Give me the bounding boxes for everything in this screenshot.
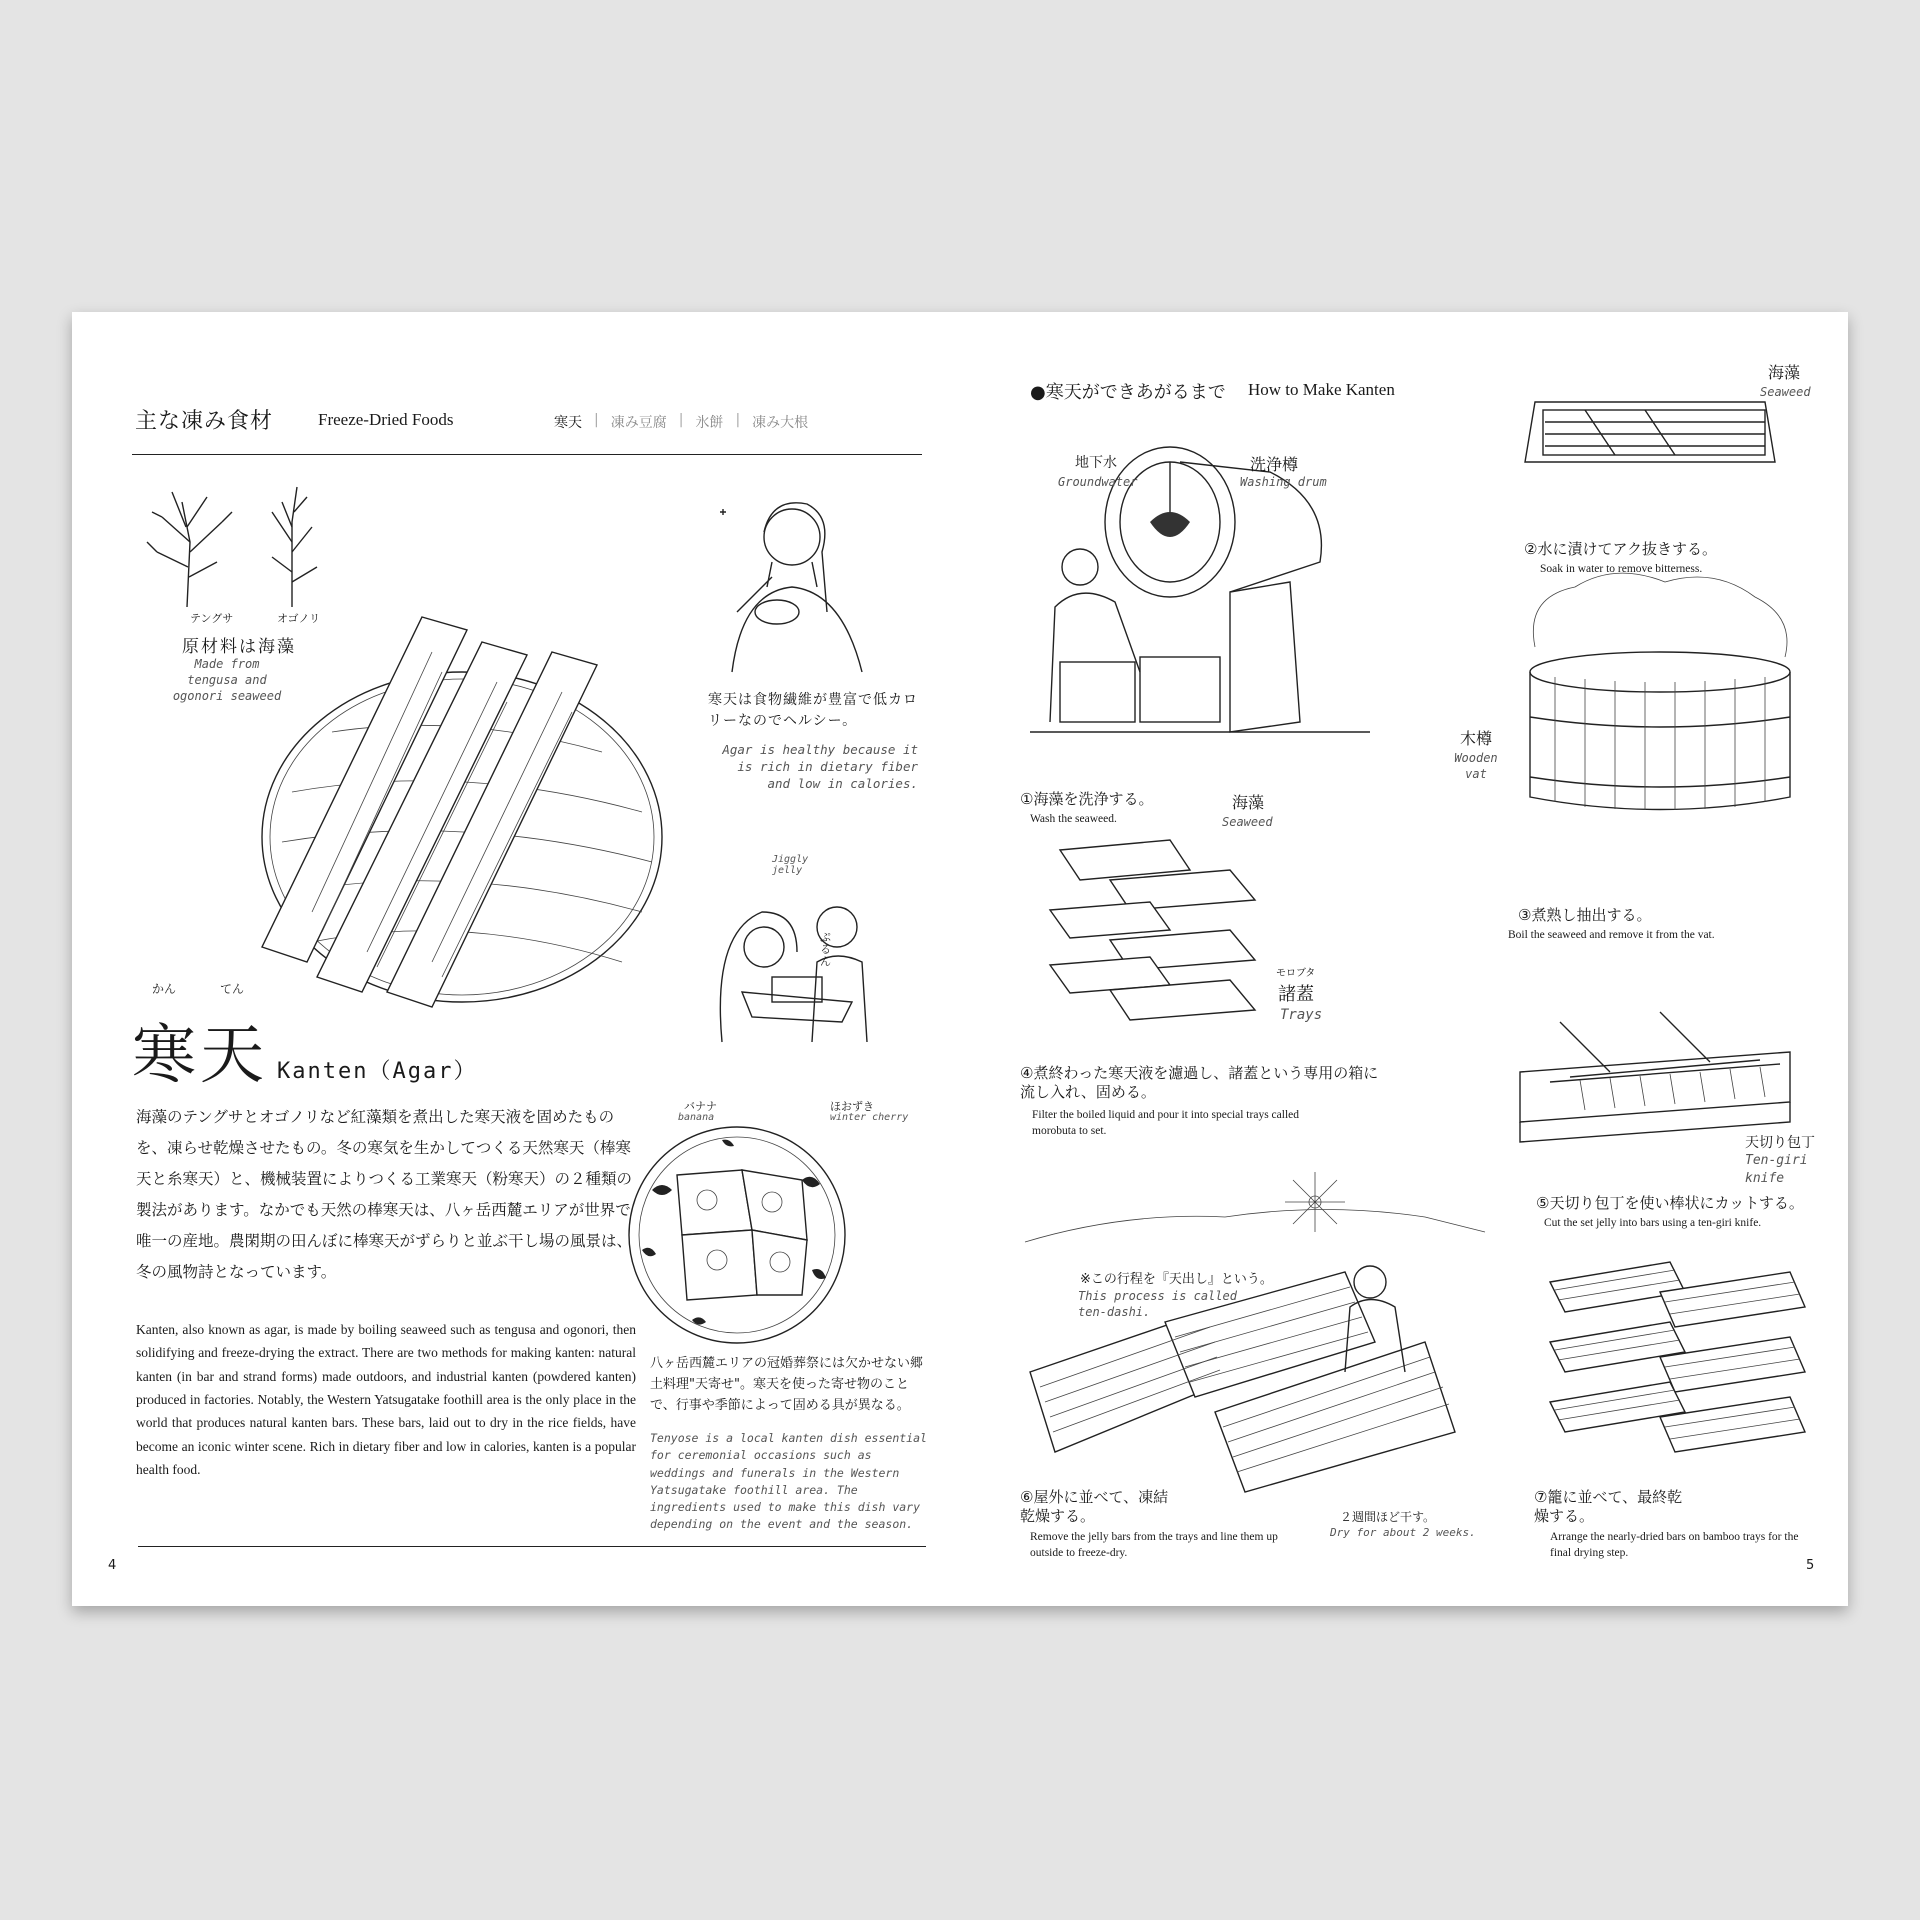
nav-item-shimidofu[interactable]: 凍み豆腐 xyxy=(610,415,667,431)
page-title: 主な凍み食材 xyxy=(135,409,274,434)
trays-kana: モロブタ xyxy=(1276,968,1316,979)
footer-rule xyxy=(138,1546,926,1547)
step3-desc: Boil the seaweed and remove it from the vat. xyxy=(1508,929,1715,941)
winter-cherry-label-en: winter cherry xyxy=(830,1112,909,1123)
tenyose-plate-illustration xyxy=(622,1120,862,1350)
nav-separator: | xyxy=(678,412,684,428)
nav-item-kanten[interactable]: 寒天 xyxy=(554,415,582,431)
groundwater-label-en: Groundwater xyxy=(1058,475,1138,489)
washing-drum-label: 洗浄樽 xyxy=(1250,455,1299,474)
step2-soaking-illustration xyxy=(1525,372,1775,472)
process-heading-en: How to Make Kanten xyxy=(1248,380,1395,399)
kanten-basket-illustration xyxy=(252,612,692,1032)
healthy-note-en: Agar is healthy because it is rich in dietary fiber and low in calories. xyxy=(722,742,918,791)
trays-label: 諸蓋 xyxy=(1278,984,1314,1005)
purun-label: ぷるん xyxy=(820,931,831,969)
step2-desc: Soak in water to remove bitterness. xyxy=(1540,563,1703,575)
seaweed-label-1-en: Seaweed xyxy=(1222,815,1273,829)
tendashi-note: ※この行程を『天出し』という。 xyxy=(1080,1272,1273,1287)
step6-title: ⑥屋外に並べて、凍結乾燥する。 xyxy=(1020,1488,1169,1525)
right-page xyxy=(960,312,1848,1606)
step4-desc: Filter the boiled liquid and pour it into special trays called morobuta to set. xyxy=(1032,1109,1299,1137)
kanji-title: 寒天 xyxy=(132,1019,268,1093)
step3-boiling-illustration xyxy=(1515,567,1795,827)
step7-final-drying-illustration xyxy=(1540,1252,1820,1472)
trays-label-en: Trays xyxy=(1280,1007,1323,1023)
step7-title: ⑦籠に並べて、最終乾燥する。 xyxy=(1534,1488,1683,1525)
material-label-en: Made from tengusa and ogonori seaweed xyxy=(172,657,282,704)
step5-desc: Cut the set jelly into bars using a ten-giri knife. xyxy=(1544,1217,1762,1229)
nav-separator: | xyxy=(594,412,599,428)
left-page xyxy=(72,312,960,1606)
step4-trays-illustration xyxy=(1030,830,1280,1030)
winter-cherry-label: ほおずき xyxy=(830,1100,874,1113)
step1-title: ①海藻を洗浄する。 xyxy=(1020,790,1154,808)
seaweed-label-1: 海藻 xyxy=(1232,793,1265,812)
woman-eating-illustration xyxy=(712,492,882,672)
step6-desc: Remove the jelly bars from the trays and line them up outside to freeze-dry. xyxy=(1030,1531,1278,1559)
ogonori-label: オゴノリ xyxy=(277,612,321,625)
groundwater-label: 地下水 xyxy=(1075,455,1117,471)
nav-item-shimidaikon[interactable]: 凍み大根 xyxy=(752,415,809,431)
seaweed-label-2: 海藻 xyxy=(1768,363,1801,382)
book-spread xyxy=(72,312,1848,1606)
step6-outdoor-drying-illustration xyxy=(1025,1172,1485,1492)
tenyose-note-en: Tenyose is a local kanten dish essential for ceremonial occasions such as weddings and funerals in the Western Yatsugatake foothill area. The ingredients used to make this dish vary depending on the event and the season. xyxy=(650,1431,927,1532)
step2-title: ②水に漬けてアク抜きする。 xyxy=(1524,540,1717,558)
knife-label-en: Ten-giri knife xyxy=(1745,1153,1808,1186)
kanji-title-en: Kanten（Agar） xyxy=(277,1059,478,1084)
seaweed-label-2-en: Seaweed xyxy=(1760,385,1811,399)
banana-label: バナナ xyxy=(684,1100,717,1113)
page-number-left: 4 xyxy=(108,1558,117,1573)
page-subtitle: Freeze-Dried Foods xyxy=(318,410,454,429)
nav-separator: | xyxy=(735,412,741,428)
two-weeks-note: ２週間ほど干す。 xyxy=(1340,1510,1436,1524)
nav-item-koorimochi[interactable]: 氷餅 xyxy=(695,415,724,431)
wooden-vat-label-en: Wooden vat xyxy=(1454,751,1498,782)
step7-desc: Arrange the nearly-dried bars on bamboo trays for the final drying step. xyxy=(1550,1531,1799,1559)
body-text-en: Kanten, also known as agar, is made by boiling seaweed such as tengusa and ogonori, then solidifying and freeze-drying the extract. There are two methods for making kanten: natural kanten (in bar and strand forms) made outdoors, and industrial kanten (powdered kanten) produced in factories. Notably, the Western Yatsugatake foothill area is the only place in the world that produces natural kanten bars. These bars, laid out to dry in the rice fields, have become an iconic winter scene. Rich in dietary fiber and low in calories, kanten is a popular health food. xyxy=(136,1322,636,1478)
seaweed-sprigs-illustration xyxy=(142,482,372,612)
jiggly-label: Jiggly jelly xyxy=(772,854,809,876)
step3-title: ③煮熟し抽出する。 xyxy=(1518,906,1652,924)
header-rule xyxy=(132,454,922,455)
step5-title: ⑤天切り包丁を使い棒状にカットする。 xyxy=(1536,1194,1804,1212)
tenyose-note-jp: 八ヶ岳西麓エリアの冠婚葬祭には欠かせない郷土料理"天寄せ"。寒天を使った寄せ物のことで、行事や季節によって固める具が異なる。 xyxy=(650,1356,924,1413)
tendashi-note-en: This process is called ten-dashi. xyxy=(1078,1289,1237,1320)
material-label: 原材料は海藻 xyxy=(182,637,296,657)
tengusa-label: テングサ xyxy=(190,612,234,625)
step1-desc: Wash the seaweed. xyxy=(1030,813,1117,825)
page-number-right: 5 xyxy=(1806,1558,1815,1573)
process-heading: ●寒天ができあがるまで xyxy=(1030,382,1226,403)
knife-label: 天切り包丁 xyxy=(1745,1135,1815,1151)
kanji-reading-kan: かん xyxy=(152,982,177,996)
wooden-vat-label: 木樽 xyxy=(1460,729,1493,748)
body-text-jp: 海藻のテングサとオゴノリなど紅藻類を煮出した寒天液を固めたものを、凍らせ乾燥させたもの。冬の寒気を生かしてつくる天然寒天（棒寒天と糸寒天）と、機械装置によりつくる工業寒天（粉寒天）の２種類の製法があります。なかでも天然の棒寒天は、八ヶ岳西麓エリアが世界で唯一の産地。農閑期の田んぼに棒寒天がずらりと並ぶ干し場の風景は、冬の風物詩となっています。 xyxy=(136,1108,633,1281)
step4-title: ④煮終わった寒天液を濾過し、諸蓋という専用の箱に流し入れ、固める。 xyxy=(1020,1064,1379,1101)
section-nav xyxy=(542,412,820,432)
banana-label-en: banana xyxy=(678,1112,715,1123)
wedding-couple-illustration xyxy=(702,872,902,1042)
healthy-note-jp: 寒天は食物繊維が豊富で低カロリーなのでヘルシー。 xyxy=(708,692,918,729)
two-weeks-note-en: Dry for about 2 weeks. xyxy=(1330,1526,1476,1539)
washing-drum-label-en: Washing drum xyxy=(1240,475,1327,489)
kanji-reading-ten: てん xyxy=(220,982,245,996)
